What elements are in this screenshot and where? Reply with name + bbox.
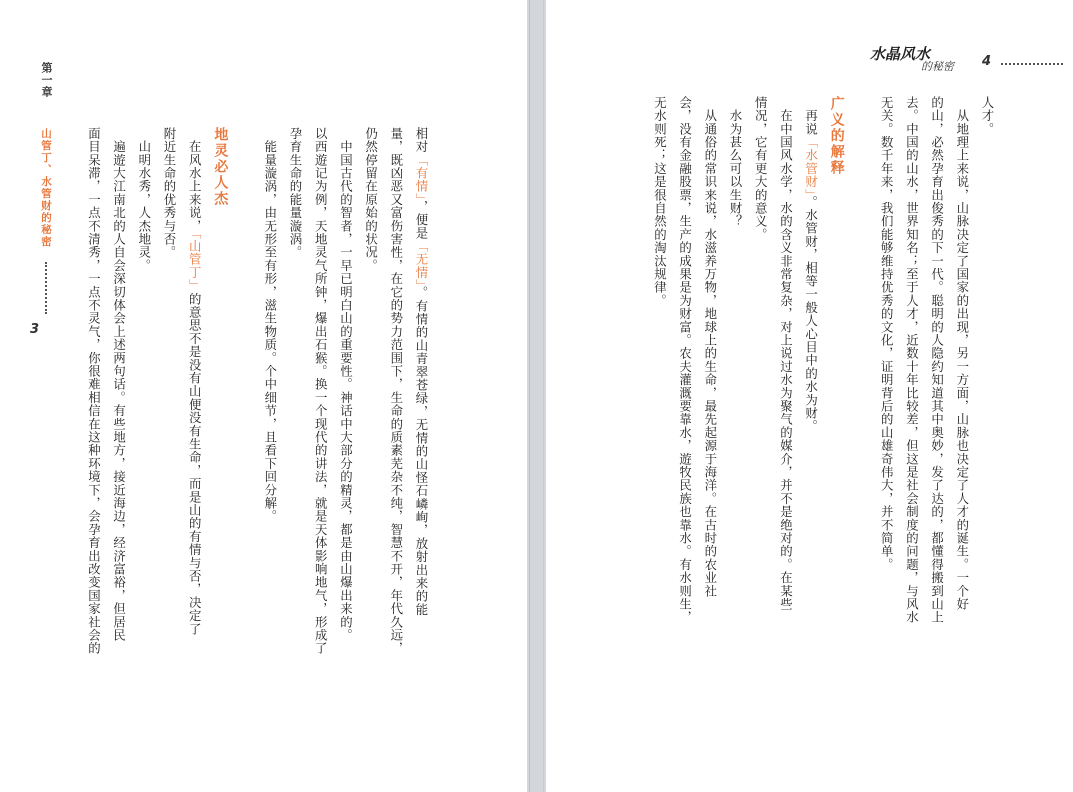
text-column [138,127,151,272]
text-run: 人才。 [980,96,995,136]
text-column [314,127,327,655]
page-number-right: 4 [982,54,992,69]
text-run: 能量漩涡，由无形至有形，滋生物质。个中细节，且看下回分解。 [262,127,278,523]
right-page [546,0,1073,792]
text-run: 。有情的山青翠苍绿，无情的山怪石嶙峋，放射出来的能 [414,286,429,617]
quoted-term: 「山管丁」 [187,232,203,293]
text-run: 中国古代的智者，一早已明白山的重要性。神话中大部分的精灵，都是由山爆出来的。 [338,127,354,642]
margin-dotted-rule [45,262,47,314]
text-column [704,96,717,598]
page-number-left: 3 [30,322,40,337]
text-column [415,127,428,616]
text-run: 再说 [803,96,819,136]
book-title-suffix: 的秘密 [921,60,954,73]
text-column [289,127,302,259]
text-run: 无水则死；这是很自然的淘汰规律。 [652,96,668,308]
text-column [931,96,944,624]
text-column [754,96,767,241]
text-run: 遍遊大江南北的人自会深切体会上述两句话。有些地方，接近海边，经济富裕，但居民 [111,127,127,642]
chapter-label: 第一章 [40,62,53,98]
text-run: 会，没有金融股票，生产的成果是为财富。农夫灌溉要靠水，遊牧民族也靠水。有水则生， [677,96,693,624]
text-run: 孕育生命的能量漩涡。 [288,127,303,259]
text-column [188,127,201,636]
text-column [956,96,969,611]
quoted-term: 「有情」 [414,153,429,201]
text-column [163,127,176,259]
text-column [679,96,692,624]
text-run: 附近生命的优秀与否。 [162,127,177,259]
text-column [390,127,403,655]
text-column [339,127,352,642]
section-heading: 广义的解释 [828,96,845,176]
text-run: 山明水秀，人杰地灵。 [136,127,152,273]
text-run: 。水管财，相等一般人心目中的水为财。 [803,195,819,434]
quoted-term: 「无情」 [414,239,429,287]
text-run: 情况，它有更大的意义。 [753,96,769,242]
text-run: ，便是 [414,200,429,240]
book-title: 水晶风水 [870,45,931,63]
text-column [905,96,918,624]
text-run: 的山，必然孕育出俊秀的下一代。聪明的人隐约知道其中奥妙，发了达的，都懂得搬到山上 [929,96,945,624]
text-run: 在中国风水学，水的含义非常复杂，对上说过水为聚气的媒介，并不是绝对的。在某些 [778,96,794,611]
text-run: 从地理上来说，山脉决定了国家的出现，另一方面，山脉也决定了人才的诞生。一个好 [954,96,970,611]
text-run: 水为甚么可以生财？ [728,96,743,228]
text-column [880,96,893,571]
text-column [805,96,818,433]
text-column [87,127,100,655]
left-page [0,0,527,792]
text-column [365,127,378,272]
text-run: 从通俗的常识来说，水滋养万物，地球上的生命，最先起源于海洋。在古时的农业社 [702,96,718,598]
text-run: 无关。数千年来，我们能够维持优秀的文化，证明背后的山雄奇伟大，并不简单。 [879,96,895,572]
text-column [113,127,126,642]
text-run: 以西遊记为例，天地灵气所钟，爆出石猴。换一个现代的讲法，就是天体影响地气，形成了 [313,127,329,655]
text-column [653,96,666,307]
text-column [729,96,742,228]
text-column [830,96,844,176]
text-run: 量，既凶恶又富伤害性，在它的势力范围下，生命的质素芜杂不纯，智慧不开，年代久远， [388,127,404,655]
header-dotted-rule [1001,63,1063,65]
text-run: 仍然停留在原始的状况。 [363,127,379,273]
text-run: 在风水上来说， [187,127,203,233]
chapter-subtitle: 山管丁、水管财的秘密 [40,128,52,248]
text-run: 相对 [414,127,429,154]
section-heading: 地灵必人杰 [212,127,229,207]
text-run: 的意思不是没有山便没有生命，而是山的有情与否，决定了 [187,292,203,636]
text-column [264,127,277,523]
quoted-term: 「水管财」 [803,135,819,196]
text-column [981,96,994,136]
page-gutter [527,0,546,792]
text-run: 去。中国的山水，世界知名；至于人才，近数十年比较差，但这是社会制度的问题，与风水 [904,96,920,624]
text-run: 面目呆滞，一点不清秀，一点不灵气，你很难相信在这种环境下，会孕育出改变国家社会的 [86,127,102,655]
text-column [779,96,792,611]
text-column [213,127,227,207]
